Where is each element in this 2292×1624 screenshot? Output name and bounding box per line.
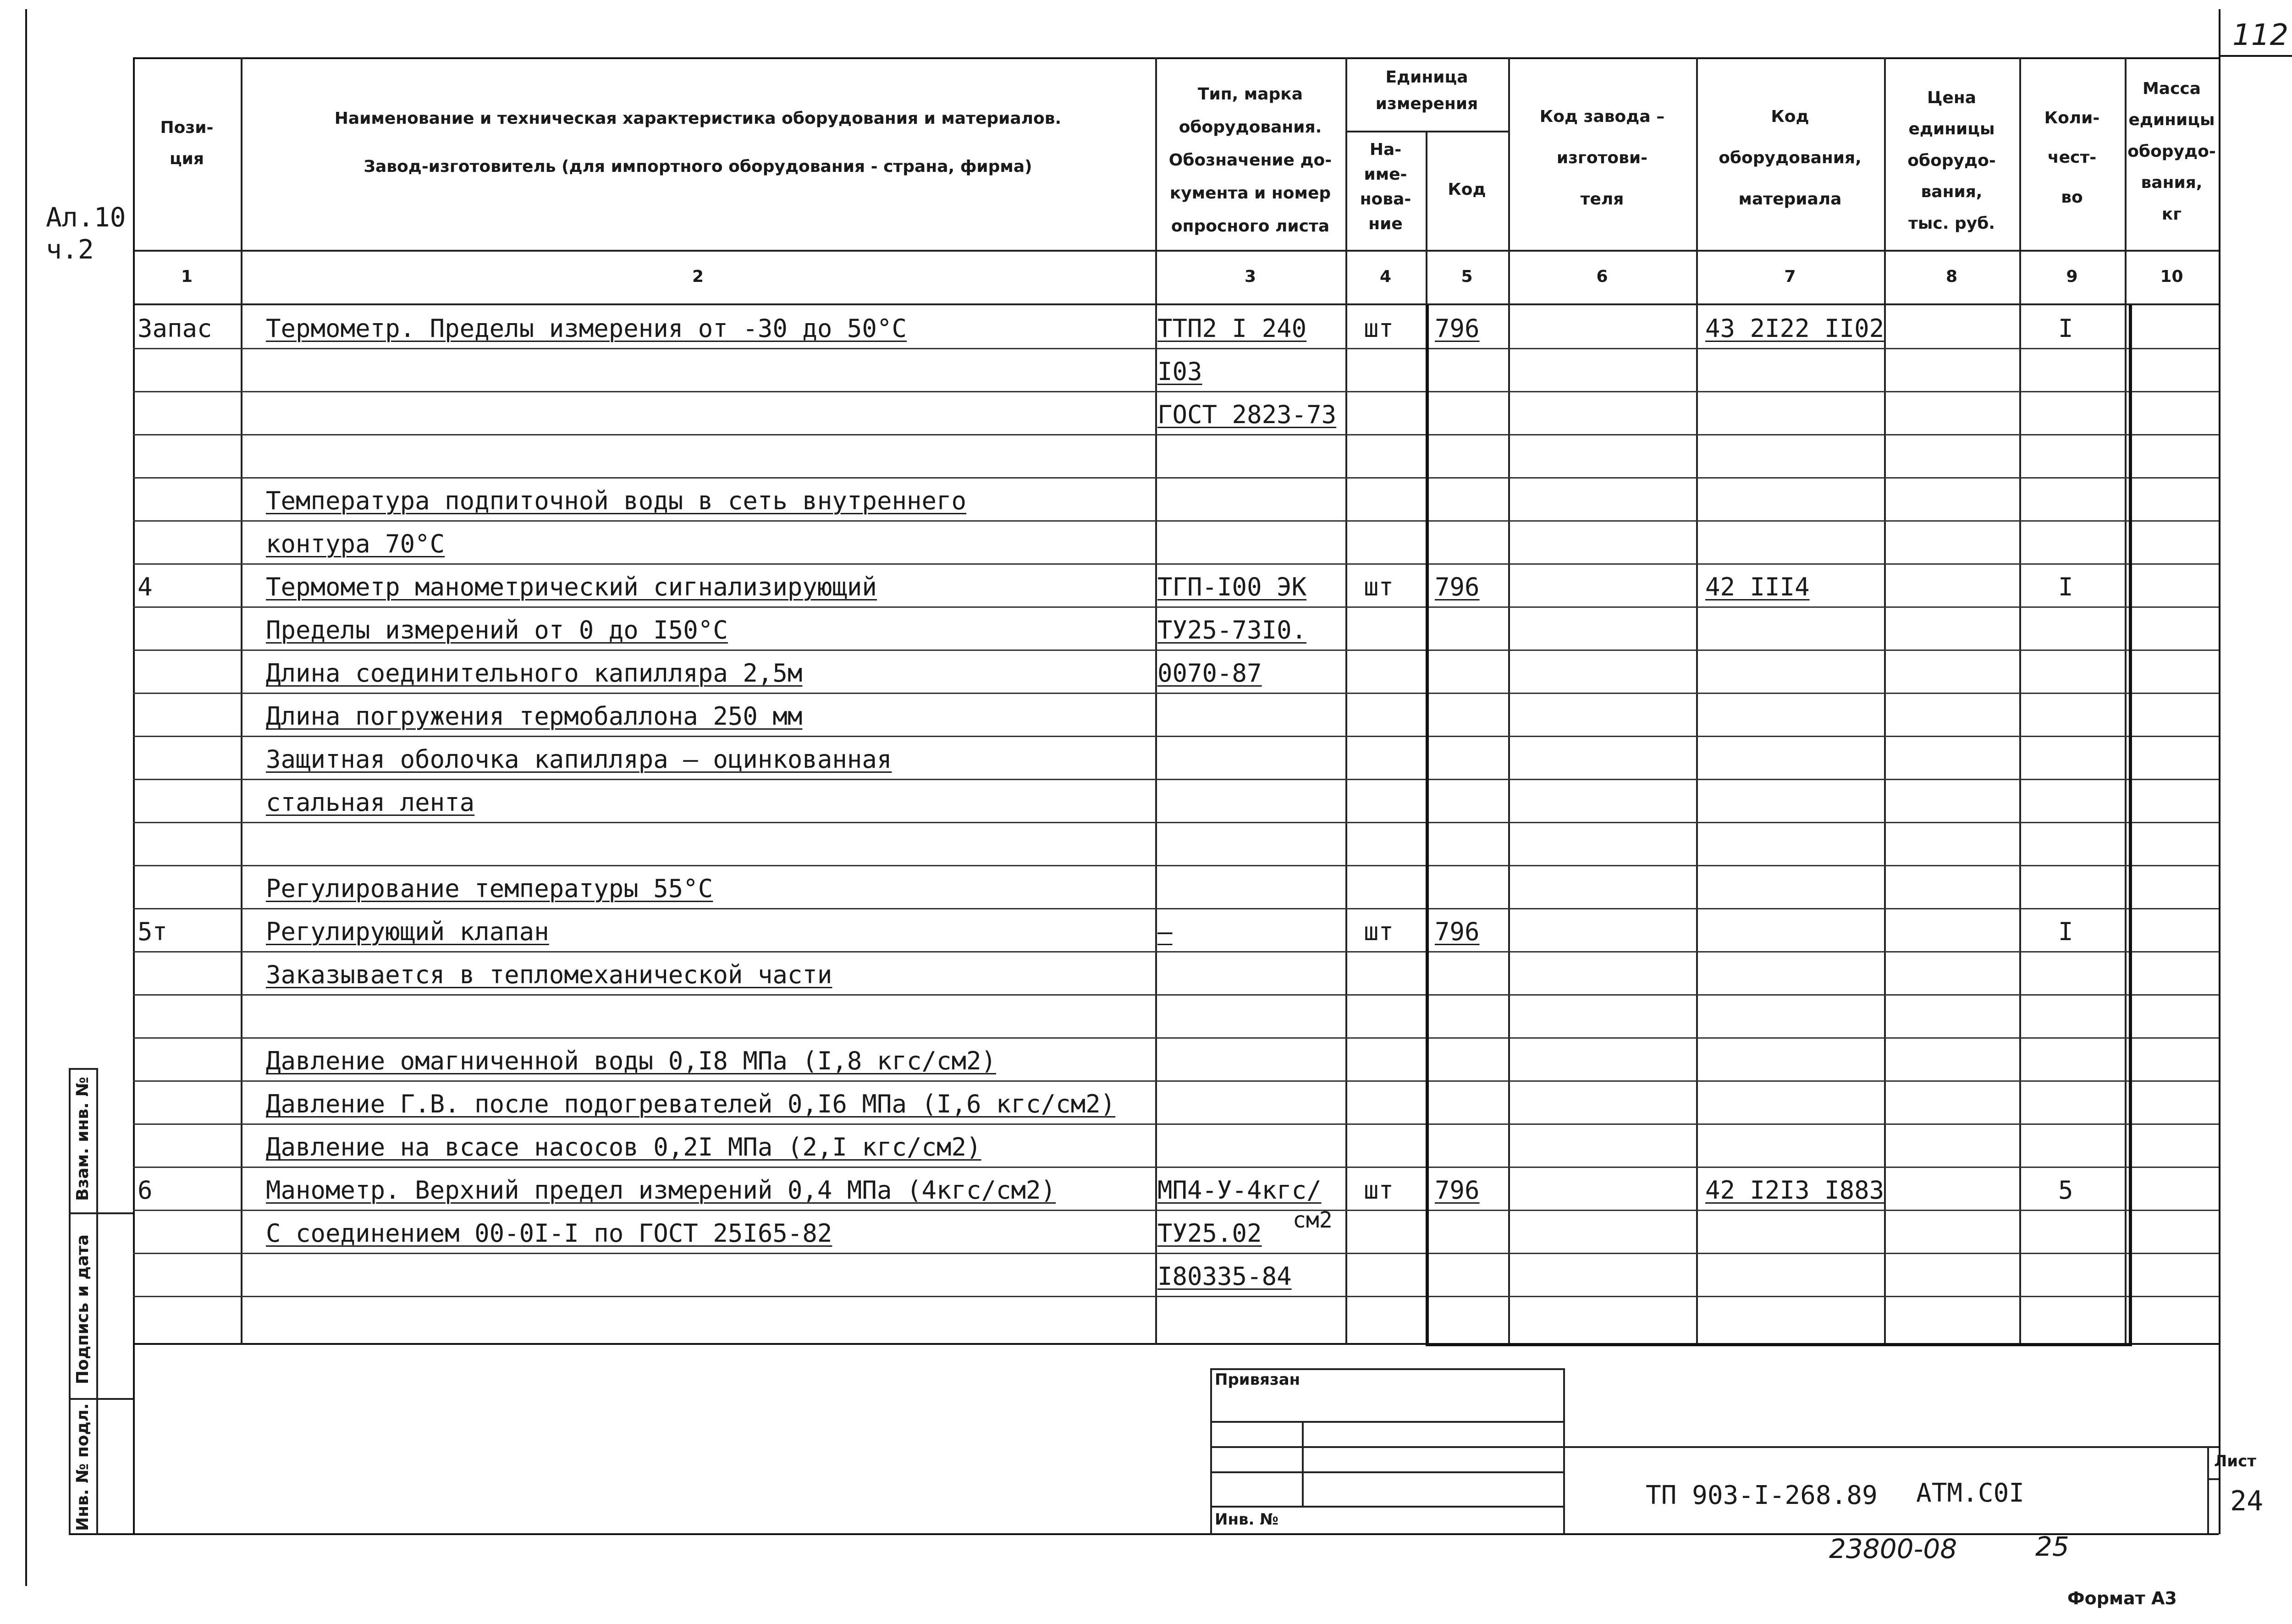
- header-material-code: Код оборудования, материала: [1719, 107, 1862, 209]
- stamp-line-4: [1210, 1506, 1563, 1508]
- row-type-superscript: см2: [1293, 1207, 1333, 1233]
- header-qty: Коли- чест- во: [2044, 109, 2100, 207]
- row-name: Давление омагниченной воды 0,I8 МПа (I,8 кгс/см2): [266, 1046, 997, 1075]
- header-unit-name: На- име- нова- ние: [1360, 140, 1411, 233]
- table-top: [133, 57, 2219, 59]
- stamp-inv: Инв. №: [1215, 1510, 1279, 1529]
- header-unit-code: Код: [1448, 180, 1486, 199]
- row-material-code: 42 I2I3 I883: [1705, 1176, 1884, 1205]
- row-unit-code: 796: [1435, 314, 1480, 343]
- frame-left: [25, 9, 27, 1586]
- row-type: ТГП-I00 ЭК: [1157, 573, 1307, 601]
- colnum-9: 9: [2066, 267, 2078, 286]
- colnum-1: 1: [181, 267, 193, 286]
- row-type: I03: [1157, 357, 1202, 386]
- margin-note-2: ч.2: [46, 234, 94, 265]
- row-material-code: 42 III4: [1705, 573, 1810, 601]
- row-position: 5т: [138, 917, 168, 946]
- stamp-list-num: 24: [2230, 1485, 2264, 1517]
- header-position: Пози- ция: [160, 118, 214, 169]
- row-unit-name: шт: [1364, 917, 1394, 946]
- header-unit: Единица измерения: [1375, 68, 1478, 113]
- colnum-10: 10: [2160, 267, 2183, 286]
- col-line-10: [2219, 57, 2220, 1534]
- row-unit-code: 796: [1435, 573, 1480, 601]
- row-name: Защитная оболочка капилляра – оцинкованная: [266, 745, 892, 774]
- stamp-doc: ТП 903-I-268.89: [1646, 1481, 1878, 1510]
- stamp-top: [1210, 1368, 1563, 1370]
- row-unit-name: шт: [1364, 573, 1394, 601]
- row-unit-name: шт: [1364, 314, 1394, 343]
- row-name: Длина соединительного капилляра 2,5м: [266, 659, 803, 688]
- row-name: Давление Г.В. после подогревателей 0,I6 МПа (I,6 кгс/см2): [266, 1090, 1116, 1118]
- row-name: контура 70°С: [266, 529, 445, 558]
- colnum-5: 5: [1461, 267, 1473, 286]
- side-strip-div2: [69, 1398, 133, 1400]
- margin-note-1: Ал.10: [46, 202, 126, 233]
- side-label-sign: Подпись и дата: [73, 1234, 92, 1384]
- stamp-right: [1563, 1368, 1565, 1534]
- row-quantity: I: [2058, 314, 2073, 343]
- row-position: 4: [138, 573, 153, 601]
- row-type: МП4-У-4кгс/: [1157, 1176, 1322, 1205]
- stamp-list-label: Лист: [2214, 1452, 2256, 1470]
- row-quantity: I: [2058, 573, 2073, 601]
- col-line-3: [1345, 57, 1347, 1344]
- header-mass: Масса единицы оборудо- вания, кг: [2127, 79, 2216, 224]
- row-type: ТУ25-73I0.: [1157, 616, 1307, 644]
- stamp-line-2: [1210, 1446, 2219, 1448]
- row-unit-name: шт: [1364, 1176, 1394, 1205]
- row-unit-code: 796: [1435, 1176, 1480, 1205]
- row-type: –: [1157, 917, 1173, 946]
- stamp-code: АТМ.С0I: [1916, 1478, 2025, 1508]
- row-type: 0070-87: [1157, 659, 1262, 688]
- row-name: стальная лента: [266, 788, 475, 817]
- col-line-2: [1155, 57, 1157, 1344]
- row-name: Температура подпиточной воды в сеть внутреннего: [266, 486, 967, 515]
- side-strip-top: [69, 1068, 96, 1070]
- side-strip-left: [69, 1068, 71, 1534]
- row-unit-code: 796: [1435, 917, 1480, 946]
- header-type: Тип, марка оборудования. Обозначение до- кумента и номер опросного листа: [1168, 85, 1332, 236]
- row-quantity: 5: [2058, 1176, 2073, 1205]
- colnum-8: 8: [1945, 267, 1958, 286]
- row-name: С соединением 00-0I-I по ГОСТ 25I65-82: [266, 1219, 832, 1248]
- sheet-corner-number: 112: [2232, 18, 2289, 52]
- colnum-7: 7: [1784, 267, 1796, 286]
- highlight-box: [1426, 305, 2132, 1346]
- paper-format: Формат А3: [2067, 1588, 2177, 1608]
- row-material-code: 43 2I22 II02: [1705, 314, 1884, 343]
- stamp-line-3: [1210, 1471, 1563, 1473]
- stamp-privyazan: Привязан: [1215, 1371, 1300, 1389]
- row-type: ТТП2 I 240: [1157, 314, 1307, 343]
- row-type: I80335-84: [1157, 1262, 1292, 1291]
- side-label-replace: Взам. инв. №: [73, 1077, 92, 1201]
- archive-number: 23800-08: [1829, 1533, 1957, 1564]
- row-type: ТУ25.02: [1157, 1219, 1262, 1248]
- colnum-6: 6: [1596, 267, 1608, 286]
- row-quantity: I: [2058, 917, 2073, 946]
- row-type: ГОСТ 2823-73: [1157, 400, 1337, 429]
- row-name: Длина погружения термобаллона 250 мм: [266, 702, 803, 731]
- colnum-3: 3: [1244, 267, 1256, 286]
- stamp-mid: [1302, 1421, 1304, 1506]
- stamp-list-line: [2207, 1446, 2209, 1533]
- corner-line-h: [2219, 55, 2292, 57]
- row-name: Давление на всасе насосов 0,2I МПа (2,I кгс/см2): [266, 1133, 981, 1162]
- header-name-a: Наименование и техническая характеристика оборудования и материалов.: [334, 109, 1062, 128]
- side-strip-right: [96, 1068, 98, 1534]
- row-name: Регулирование температуры 55°С: [266, 874, 713, 903]
- row-name: Манометр. Верхний предел измерений 0,4 МПа (4кгс/см2): [266, 1176, 1056, 1205]
- row-name: Термометр. Пределы измерения от -30 до 50°С: [266, 314, 907, 343]
- side-strip-div1: [69, 1212, 133, 1214]
- side-label-inv: Инв. № подл.: [73, 1403, 92, 1531]
- row-name: Пределы измерений от 0 до I50°С: [266, 616, 728, 644]
- row-name: Термометр манометрический сигнализирующий: [266, 573, 877, 601]
- stamp-list-split: [2207, 1478, 2219, 1480]
- row-position: 6: [138, 1176, 153, 1205]
- row-position: Запас: [138, 314, 212, 343]
- row-name: Заказывается в тепломеханической части: [266, 960, 832, 989]
- col-line-1: [241, 57, 242, 1344]
- colnum-2: 2: [692, 267, 704, 286]
- colnum-4: 4: [1379, 267, 1392, 286]
- header-bottom: [133, 250, 2219, 252]
- stamp-left: [1210, 1368, 1212, 1534]
- row-name: Регулирующий клапан: [266, 917, 549, 946]
- stamp-line-1: [1210, 1421, 1563, 1423]
- header-name-b: Завод-изготовитель (для импортного оборудования - страна, фирма): [364, 157, 1032, 176]
- archive-page: 25: [2035, 1531, 2069, 1562]
- header-price: Цена единицы оборудо- вания, тыс. руб.: [1907, 88, 1996, 233]
- header-factory-code: Код завода – изготови- теля: [1539, 107, 1665, 209]
